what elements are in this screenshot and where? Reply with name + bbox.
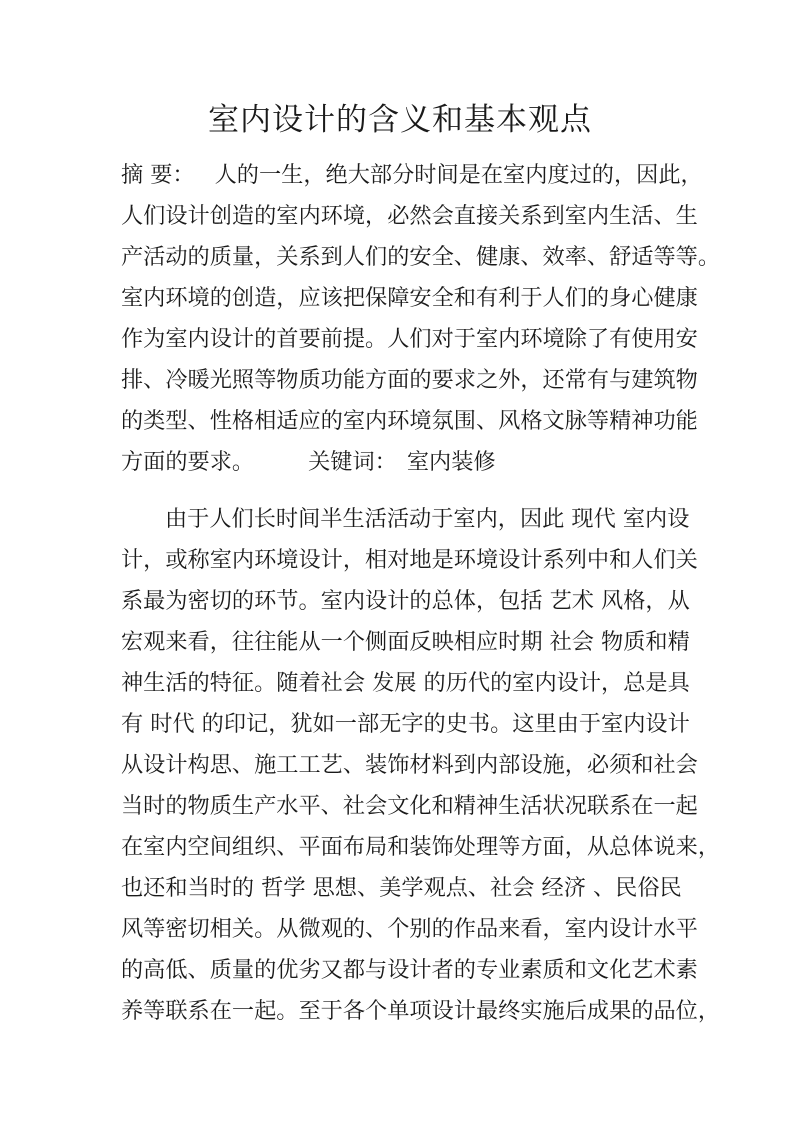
abstract-line: 人们设计创造的室内环境，必然会直接关系到室内生活、生 [121, 203, 698, 229]
abstract-line: 的类型、性格相适应的室内环境氛围、风格文脉等精神功能 [121, 408, 698, 434]
body-line: 由于人们长时间半生活活动于室内，因此 现代 室内设 [165, 506, 690, 532]
keywords-label: 关键词： [308, 449, 397, 475]
abstract-line [121, 155, 703, 196]
body-line: 计，或称室内环境设计，相对地是环境设计系列中和人们关 [121, 547, 698, 573]
abstract-text: 方面的要求。 [121, 449, 255, 475]
body-line: 风等密切相关。从微观的、个别的作品来看，室内设计水平 [121, 916, 698, 942]
body-line: 在室内空间组织、平面布局和装饰处理等方面，从总体说来， [121, 834, 721, 860]
document-text [121, 155, 721, 1032]
body-line: 有 时代 的印记，犹如一部无字的史书。这里由于室内设计 [121, 711, 690, 737]
keywords-value: 室内装修 [406, 449, 496, 475]
abstract-line [121, 442, 686, 483]
body-line: 宏观来看，往往能从一个侧面反映相应时期 社会 物质和精 [121, 629, 690, 655]
body-line: 当时的物质生产水平、社会文化和精神生活状况联系在一起 [121, 793, 698, 819]
body-line: 神生活的特征。随着社会 发展 的历代的室内设计，总是具 [121, 670, 690, 696]
document-title: 室内设计的含义和基本观点 [208, 102, 592, 138]
abstract-line: 排、冷暖光照等物质功能方面的要求之外，还常有与建筑物 [121, 367, 698, 393]
abstract-text: 人的一生，绝大部分时间是在室内度过的，因此， [214, 162, 703, 188]
body-line: 也还和当时的 哲学 思想、美学观点、社会 经济 、民俗民 [121, 875, 682, 901]
abstract-line: 作为室内设计的首要前提。人们对于室内环境除了有使用安 [121, 326, 698, 352]
body-line: 养等联系在一起。至于各个单项设计最终实施后成果的品位， [121, 998, 721, 1024]
abstract-line: 室内环境的创造，应该把保障安全和有利于人们的身心健康 [121, 285, 698, 311]
body-line: 系最为密切的环节。室内设计的总体，包括 艺术 风格，从 [121, 588, 690, 614]
body-line: 的高低、质量的优劣又都与设计者的专业素质和文化艺术素 [121, 957, 698, 983]
abstract-line: 产活动的质量，关系到人们的安全、健康、效率、舒适等等。 [121, 244, 721, 270]
abstract-label: 摘 要： [121, 162, 195, 188]
body-line: 从设计构思、施工工艺、装饰材料到内部设施，必须和社会 [121, 752, 698, 778]
